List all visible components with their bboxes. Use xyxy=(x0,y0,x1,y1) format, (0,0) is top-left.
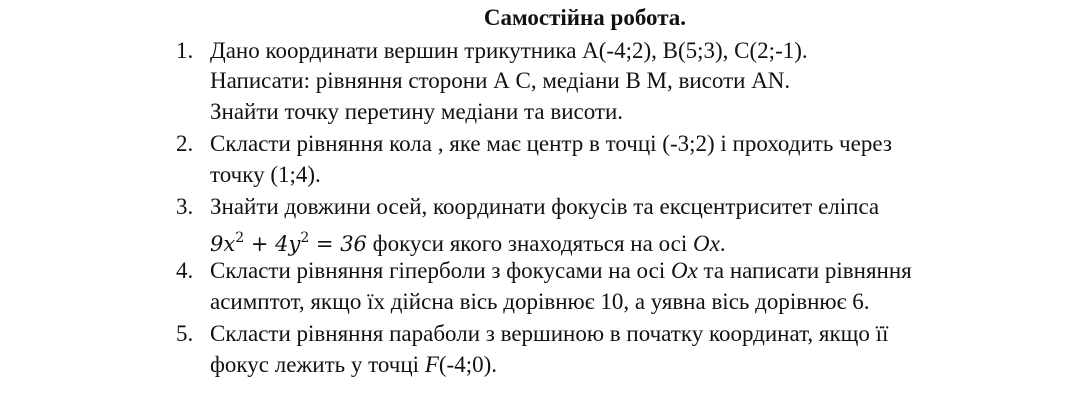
ellipse-equation: $9x^2 + 4y^2 = 36$ xyxy=(210,230,367,256)
task-number: 1. xyxy=(176,38,194,63)
task-line: Написати: рівняння сторони А С, медіани В М, висоти AN. xyxy=(210,68,791,93)
task-line: фокус лежить у точці F(-4;0). xyxy=(210,352,497,377)
focus-point-label: F xyxy=(424,352,439,377)
axis-label: Ox xyxy=(670,258,698,283)
task-line: точку (1;4). xyxy=(210,162,321,187)
task-line: Знайти точку перетину медіани та висоти. xyxy=(210,99,624,124)
task-line: Скласти рівняння кола , яке має центр в точці (-3;2) і проходить через xyxy=(210,131,892,156)
task-line: Знайти довжини осей, координати фокусів та ексцентриситет еліпса xyxy=(210,194,880,219)
task-line: $9x^2 + 4y^2 = 36$ фокуси якого знаходяться на осі Ox. xyxy=(210,230,726,256)
task-number: 5. xyxy=(176,321,194,346)
task-number: 3. xyxy=(176,194,194,219)
axis-label: Ox xyxy=(693,231,720,256)
task-number: 4. xyxy=(176,258,194,283)
task-line: асимптот, якщо їх дійсна вісь дорівнює 10, а уявна вісь дорівнює 6. xyxy=(210,289,870,314)
task-line: Дано координати вершин трикутника А(-4;2), В(5;3), С(2;-1). xyxy=(210,38,808,63)
page-title: Самостійна робота. xyxy=(483,5,687,30)
task-line: Скласти рівняння параболи з вершиною в початку координат, якщо її xyxy=(210,321,889,346)
task-number: 2. xyxy=(176,131,194,156)
task-line: Скласти рівняння гіперболи з фокусами на осі Ox та написати рівняння xyxy=(210,258,912,283)
